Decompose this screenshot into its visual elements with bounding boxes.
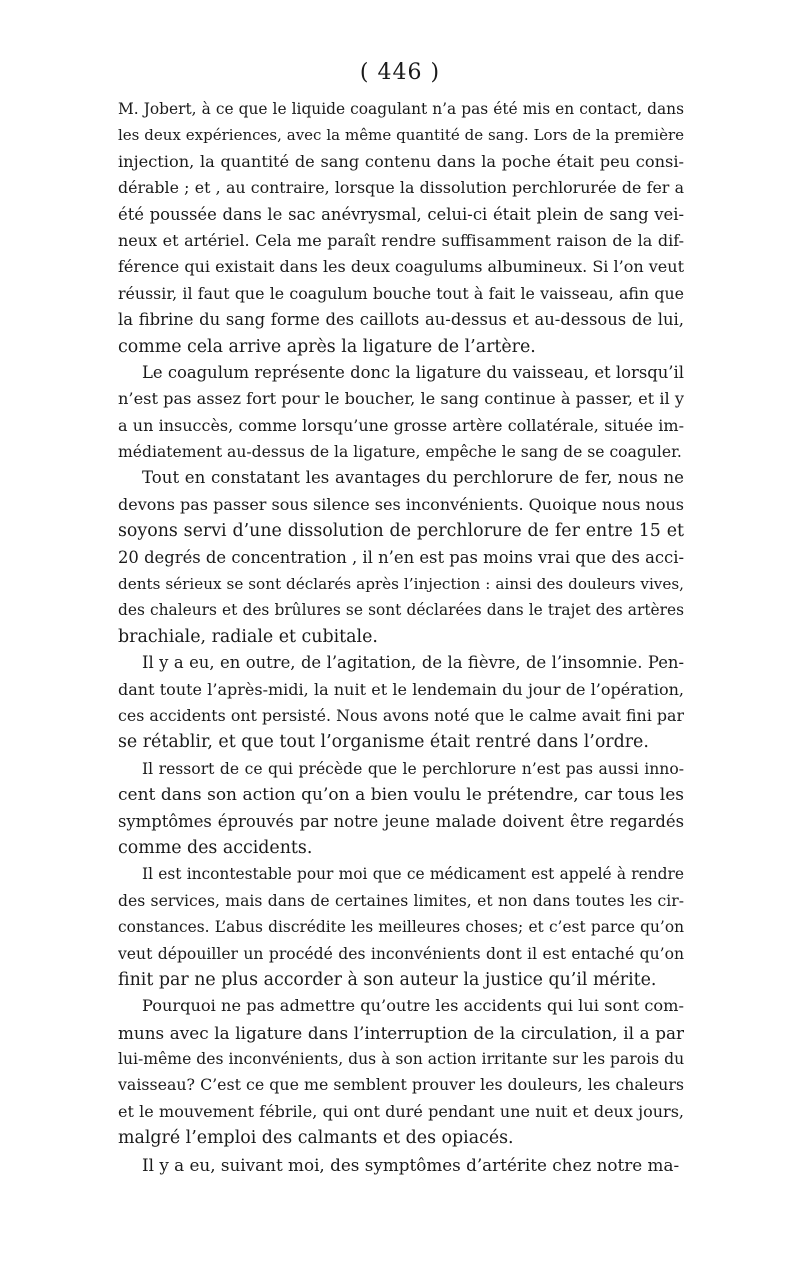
paragraph [118,360,684,466]
text-line: cent dans son action qu’on a bien voulu le prétendre, car tous les [118,785,684,806]
paragraph [118,650,684,756]
text-line: injection, la quantité de sang contenu dans la poche était peu consi- [118,151,684,171]
text-line: médiatement au-dessus de la ligature, empêche le sang de se coaguler. [118,443,682,462]
text-line: n’est pas assez fort pour le boucher, le sang continue à passer, et il y [118,389,684,409]
text-line: comme cela arrive après la ligature de l’artère. [118,336,536,357]
text-line: des services, mais dans de certaines limites, et non dans toutes les cir- [118,891,684,910]
text-line: Il est incontestable pour moi que ce médicament est appelé à rendre [142,865,684,884]
text-line: dents sérieux se sont déclarés après l’injection : ainsi des douleurs vives, [118,575,684,594]
text-line: 20 degrés de concentration , il n’en est pas moins vrai que des acci- [118,547,684,567]
text-line: devons pas passer sous silence ses inconvénients. Quoique nous nous [118,494,684,514]
text-line: dant toute l’après-midi, la nuit et le lendemain du jour de l’opération, [118,679,684,699]
text-line: Il ressort de ce qui précède que le perchlorure n’est pas aussi inno- [142,759,684,778]
text-line: veut dépouiller un procédé des inconvénients dont il est entaché qu’on [118,944,684,963]
text-line: Il y a eu, en outre, de l’agitation, de la fièvre, de l’insomnie. Pen- [142,653,684,673]
text-line: a un insuccès, comme lorsqu’une grosse artère collatérale, située im- [118,415,684,435]
paragraph [118,756,684,862]
text-line: constances. L’abus discrédite les meilleures choses; et c’est parce qu’on [118,918,684,937]
text-line: ces accidents ont persisté. Nous avons noté que le calme avait fini par [118,705,684,725]
text-line: réussir, il faut que le coagulum bouche tout à fait le vaisseau, afin que [118,283,684,303]
text-line: férence qui existait dans les deux coagulums albumineux. Si l’on veut [118,257,684,277]
text-line: et le mouvement fébrile, qui ont duré pendant une nuit et deux jours, [118,1101,684,1121]
page-number: ( 446 ) [359,60,441,85]
text-line: soyons servi d’une dissolution de perchlorure de fer entre 15 et [118,521,684,542]
text-line: dérable ; et , au contraire, lorsque la dissolution perchlorurée de fer a [118,178,684,198]
text-line: la fibrine du sang forme des caillots au-dessus et au-dessous de lui, [118,310,684,330]
text-line: Pourquoi ne pas admettre qu’outre les accidents qui lui sont com- [142,996,684,1016]
text-line: les deux expériences, avec la même quantité de sang. Lors de la première [118,126,684,145]
text-line: Tout en constatant les avantages du perchlorure de fer, nous ne [142,468,684,488]
text-line: finit par ne plus accorder à son auteur la justice qu’il mérite. [118,969,657,990]
text-line: muns avec la ligature dans l’interruption de la circulation, il a par [118,1022,684,1043]
text-line: se rétablir, et que tout l’organisme était rentré dans l’ordre. [118,732,649,753]
text-line: neux et artériel. Cela me paraît rendre suffisamment raison de la dif- [118,230,684,250]
text-line: comme des accidents. [118,837,313,858]
paragraph [118,96,684,360]
paragraph [118,465,684,650]
text-line: Le coagulum représente donc la ligature du vaisseau, et lorsqu’il [142,362,684,382]
paragraph [118,1152,684,1178]
text-line: M. Jobert, à ce que le liquide coagulant n’a pas été mis en contact, dans [118,100,684,118]
text-line: symptômes éprouvés par notre jeune malade doivent être regardés [118,811,684,831]
text-line: vaisseau? C’est ce que me semblent prouver les douleurs, les chaleurs [118,1075,684,1095]
paragraph [118,993,684,1151]
text-line: brachiale, radiale et cubitale. [118,626,378,647]
paragraph [118,861,684,993]
text-line: des chaleurs et des brûlures se sont déclarées dans le trajet des artères [118,601,684,620]
text-line: Il y a eu, suivant moi, des symptômes d’artérite chez notre ma- [142,1154,680,1175]
text-line: été poussée dans le sac anévrysmal, celui-ci était plein de sang vei- [118,204,684,224]
text-line: lui-même des inconvénients, dus à son action irritante sur les parois du [118,1050,684,1069]
body-text [118,96,684,1178]
text-line: malgré l’emploi des calmants et des opiacés. [118,1128,514,1149]
